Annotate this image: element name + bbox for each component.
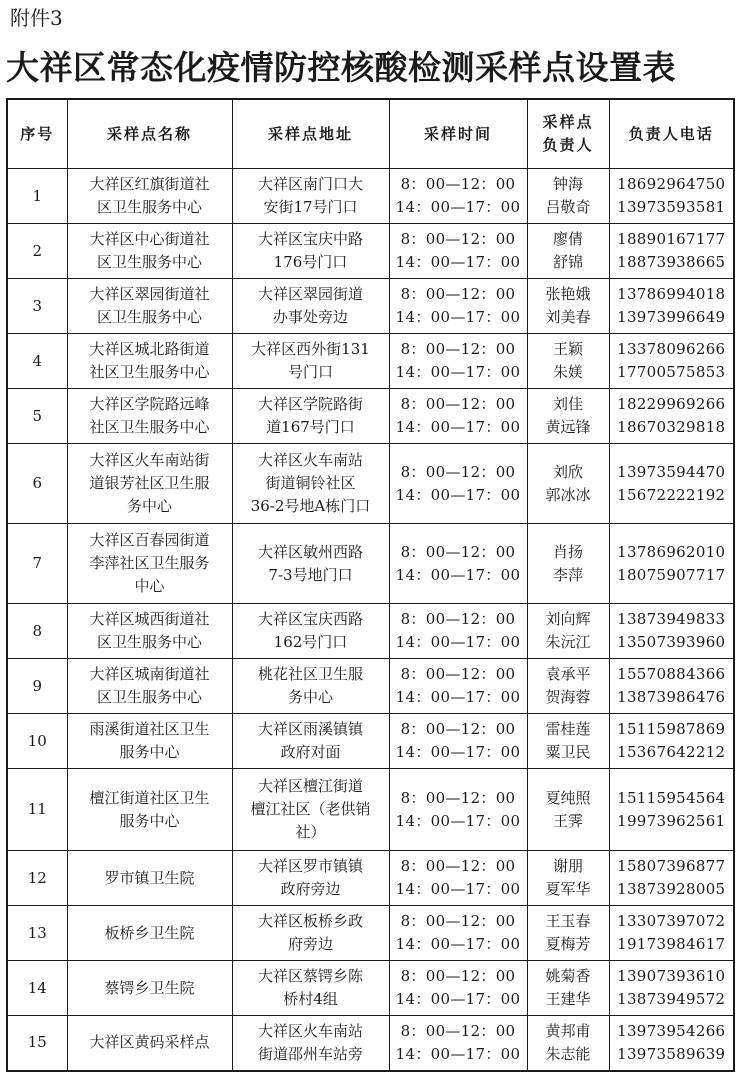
cell-site-name [67,961,232,1016]
cell-responsible-phone [609,659,734,714]
cell-sampling-time-line: 14：00—17：00 [395,811,521,830]
cell-no: 10 [7,714,67,769]
cell-responsible-person-line: 贺海蓉 [545,688,591,706]
cell-responsible-person-line: 刘向辉 [545,610,591,628]
cell-site-address-line: 政府对面 [280,743,341,761]
cell-site-address-line: 大祥区罗市镇镇 [257,857,363,875]
cell-sampling-time [389,444,527,524]
cell-responsible-person-line: 黄邦甫 [545,1021,591,1040]
cell-site-address [232,769,389,851]
cell-site-name-line: 罗市镇卫生院 [104,868,195,887]
cell-responsible-person [527,769,609,851]
cell-site-address [232,1016,389,1071]
cell-responsible-person-line: 舒锦 [552,253,583,271]
cell-sampling-time-line: 8：00—12：00 [400,857,516,875]
cell-responsible-person [527,659,609,714]
cell-responsible-person [527,169,609,224]
cell-responsible-person [527,224,609,279]
cell-responsible-person-line: 刘欣 [552,462,583,481]
cell-sampling-time-line: 8：00—12：00 [400,912,516,930]
cell-site-name-line: 板桥乡卫生院 [104,923,195,942]
cell-responsible-person [527,1016,609,1071]
cell-responsible-person-line: 王玉春 [545,912,591,930]
cell-sampling-time [389,1016,527,1071]
cell-responsible-phone-line: 18229969266 [617,395,726,413]
cell-responsible-person-line: 姚菊香 [545,967,591,985]
table-row [7,851,734,906]
cell-site-name [67,1016,232,1071]
cell-site-name-line: 大祥区中心街道社 [89,230,210,248]
cell-responsible-phone [609,714,734,769]
cell-sampling-time-line: 8：00—12：00 [400,340,516,358]
cell-sampling-time-line: 14：00—17：00 [395,565,521,584]
cell-responsible-phone [609,524,734,604]
cell-sampling-time-line: 14：00—17：00 [395,880,521,898]
cell-responsible-phone-line: 13873986476 [617,688,726,706]
header-phone: 负责人电话 [609,99,734,169]
cell-site-name [67,334,232,389]
cell-responsible-person-line: 王颖 [552,340,583,358]
cell-sampling-time-line: 8：00—12：00 [400,285,516,303]
cell-sampling-time-line: 8：00—12：00 [400,230,516,248]
cell-site-address-line: 办事处旁边 [272,308,348,326]
cell-no: 12 [7,851,67,906]
cell-responsible-phone [609,444,734,524]
cell-responsible-person-line: 刘美春 [545,308,591,326]
cell-responsible-person-line: 李萍 [552,565,583,584]
cell-responsible-phone [609,389,734,444]
header-address: 采样点地址 [232,99,389,169]
cell-site-address-line: 桥村4组 [283,990,338,1008]
cell-responsible-phone-line: 15672222192 [617,485,726,504]
cell-sampling-time-line: 14：00—17：00 [395,1044,521,1063]
cell-responsible-phone [609,224,734,279]
cell-site-address [232,169,389,224]
cell-responsible-person-line: 张艳娥 [545,285,591,303]
cell-site-name [67,769,232,851]
cell-sampling-time-line: 14：00—17：00 [395,485,521,504]
cell-sampling-time-line: 14：00—17：00 [395,688,521,706]
cell-sampling-time-line: 14：00—17：00 [395,633,521,651]
cell-site-address-line: 街道邵州车站旁 [257,1044,363,1063]
cell-sampling-time-line: 8：00—12：00 [400,462,516,481]
table-row [7,961,734,1016]
cell-sampling-time [389,961,527,1016]
cell-responsible-phone-line: 13873949833 [617,610,726,628]
table-row [7,334,734,389]
cell-responsible-phone-line: 13507393960 [617,633,726,651]
cell-responsible-person-line: 谢朋 [552,857,583,875]
cell-responsible-phone [609,334,734,389]
cell-site-name-line: 蔡锷乡卫生院 [104,978,195,997]
cell-sampling-time [389,279,527,334]
cell-site-address [232,524,389,604]
cell-sampling-time-line: 14：00—17：00 [395,990,521,1008]
cell-site-address [232,389,389,444]
cell-no: 9 [7,659,67,714]
cell-site-name-line: 务中心 [126,497,172,515]
cell-site-address-line: 道167号门口 [266,418,355,436]
cell-sampling-time [389,224,527,279]
cell-responsible-phone-line: 13307397072 [617,912,726,930]
cell-responsible-phone-line: 15115954564 [617,788,726,807]
cell-responsible-person-line: 袁承平 [545,665,591,683]
cell-responsible-phone-line: 13873928005 [617,880,726,898]
cell-site-name-line: 大祥区翠园街道社 [89,285,210,303]
table-body [7,169,734,1071]
header-person [527,99,609,169]
cell-site-name-line: 中心 [134,577,165,595]
cell-sampling-time-line: 14：00—17：00 [395,363,521,381]
cell-responsible-phone-line: 18075907717 [617,565,726,584]
cell-site-address-line: 36-2号地A栋门口 [250,497,371,515]
cell-site-address-line: 务中心 [287,688,333,706]
cell-site-address-line: 大祥区学院路街 [257,395,363,413]
cell-site-address-line: 大祥区宝庆中路 [257,230,363,248]
cell-responsible-person [527,389,609,444]
cell-sampling-time [389,334,527,389]
cell-responsible-person-line: 王建华 [545,990,591,1008]
table-row [7,169,734,224]
cell-site-address [232,906,389,961]
cell-site-name-line: 大祥区城南街道社 [89,665,210,683]
cell-site-name-line: 区卫生服务中心 [96,688,202,706]
cell-responsible-phone-line: 13873949572 [617,990,726,1008]
cell-site-name [67,224,232,279]
cell-responsible-person-line: 夏纯照 [545,788,591,807]
cell-site-address-line: 桃花社区卫生服 [257,665,363,683]
cell-site-address-line: 162号门口 [273,633,348,651]
cell-sampling-time [389,851,527,906]
cell-responsible-phone-line: 18890167177 [617,230,726,248]
cell-responsible-phone [609,961,734,1016]
cell-sampling-time [389,769,527,851]
cell-sampling-time-line: 14：00—17：00 [395,743,521,761]
attachment-label: 附件3 [10,6,63,30]
cell-responsible-phone [609,604,734,659]
cell-sampling-time-line: 8：00—12：00 [400,967,516,985]
cell-no: 7 [7,524,67,604]
cell-site-address-line: 号门口 [287,363,333,381]
cell-responsible-phone-line: 13973589639 [617,1044,726,1063]
cell-site-name-line: 区卫生服务中心 [96,633,202,651]
cell-site-address [232,444,389,524]
cell-responsible-person-line: 肖扬 [552,542,583,561]
cell-no: 13 [7,906,67,961]
cell-sampling-time-line: 14：00—17：00 [395,308,521,326]
cell-site-name [67,851,232,906]
cell-responsible-person [527,604,609,659]
cell-site-name-line: 大祥区学院路远峰 [89,395,210,413]
cell-site-address-line: 街道铜铃社区 [265,474,356,492]
cell-site-name-line: 李萍社区卫生服务 [89,554,210,572]
cell-responsible-person [527,524,609,604]
cell-responsible-phone-line: 18873938665 [617,253,726,271]
table-row [7,279,734,334]
cell-responsible-phone [609,769,734,851]
cell-site-address-line: 大祥区火车南站 [257,451,363,469]
cell-site-address-line: 大祥区火车南站 [257,1021,363,1040]
table-row [7,659,734,714]
cell-sampling-time [389,524,527,604]
cell-site-address [232,961,389,1016]
cell-responsible-person-line: 朱志能 [545,1044,591,1063]
table-row [7,769,734,851]
cell-sampling-time [389,604,527,659]
cell-site-address-line: 大祥区翠园街道 [257,285,363,303]
cell-sampling-time [389,659,527,714]
table-row [7,444,734,524]
cell-responsible-phone-line: 15807396877 [617,857,726,875]
cell-site-address-line: 檀江社区（老供销 [250,800,371,818]
cell-site-name-line: 大祥区红旗街道社 [89,175,210,193]
cell-responsible-person-line: 朱媄 [552,363,583,381]
cell-no: 11 [7,769,67,851]
cell-responsible-person-line: 刘佳 [552,395,583,413]
cell-responsible-phone-line: 13786994018 [617,285,726,303]
cell-responsible-phone [609,1016,734,1071]
cell-responsible-person [527,444,609,524]
cell-responsible-person-line: 廖倩 [552,230,583,248]
cell-sampling-time-line: 8：00—12：00 [400,395,516,413]
cell-responsible-person [527,961,609,1016]
cell-site-address [232,659,389,714]
cell-site-address-line: 社） [295,823,326,841]
cell-site-name [67,604,232,659]
document-title: 大祥区常态化疫情防控核酸检测采样点设置表 [6,48,676,87]
cell-site-name-line: 社区卫生服务中心 [89,418,210,436]
cell-responsible-phone-line: 13973996649 [617,308,726,326]
cell-responsible-phone-line: 19173984617 [617,935,726,953]
cell-responsible-person-line: 黄远锋 [545,418,591,436]
cell-responsible-phone-line: 17700575853 [617,363,726,381]
cell-site-name-line: 大祥区火车南站街 [89,451,210,469]
cell-site-name-line: 区卫生服务中心 [96,253,202,271]
cell-responsible-phone-line: 13973954266 [617,1021,726,1040]
cell-responsible-person [527,714,609,769]
cell-responsible-person-line: 吕敬奇 [545,198,591,216]
cell-site-name [67,524,232,604]
header-time: 采样时间 [389,99,527,169]
table-row [7,1016,734,1071]
cell-responsible-phone-line: 18670329818 [617,418,726,436]
cell-sampling-time-line: 8：00—12：00 [400,610,516,628]
cell-responsible-phone [609,279,734,334]
cell-site-name [67,659,232,714]
cell-site-name [67,444,232,524]
cell-responsible-person-line: 粟卫民 [545,743,591,761]
cell-no: 15 [7,1016,67,1071]
cell-site-address [232,714,389,769]
cell-sampling-time-line: 14：00—17：00 [395,253,521,271]
cell-responsible-phone-line: 18692964750 [617,175,726,193]
cell-sampling-time-line: 8：00—12：00 [400,175,516,193]
cell-site-address-line: 府旁边 [287,935,333,953]
cell-responsible-phone-line: 13907393610 [617,967,726,985]
cell-site-address-line: 7-3号地门口 [268,565,353,584]
cell-responsible-person-line: 王霁 [552,811,583,830]
cell-sampling-time-line: 8：00—12：00 [400,720,516,738]
table-row [7,224,734,279]
cell-responsible-person [527,279,609,334]
cell-site-address-line: 176号门口 [273,253,348,271]
cell-site-name-line: 大祥区百春园街道 [89,531,210,549]
cell-responsible-phone-line: 15367642212 [617,743,726,761]
table-row [7,906,734,961]
cell-site-address-line: 大祥区雨溪镇镇 [257,720,363,738]
cell-responsible-person-line: 夏梅芳 [545,935,591,953]
cell-site-name-line: 道银芳社区卫生服 [89,474,210,492]
cell-responsible-phone-line: 19973962561 [617,811,726,830]
cell-site-address-line: 大祥区西外街131 [251,340,370,358]
cell-no: 6 [7,444,67,524]
cell-site-address [232,851,389,906]
cell-responsible-person [527,334,609,389]
table-row [7,389,734,444]
cell-responsible-phone-line: 13973594470 [617,462,726,481]
cell-site-name [67,714,232,769]
cell-site-address [232,224,389,279]
cell-sampling-time [389,169,527,224]
header-no: 序号 [7,99,67,169]
header-person-line2: 负责人 [542,136,594,154]
cell-responsible-phone-line: 15115987869 [617,720,726,738]
cell-site-address-line: 大祥区檀江街道 [257,777,363,795]
cell-responsible-phone-line: 13786962010 [617,542,726,561]
cell-site-address [232,604,389,659]
cell-site-name [67,389,232,444]
cell-site-name-line: 大祥区城西街道社 [89,610,210,628]
cell-responsible-person [527,851,609,906]
cell-site-address-line: 大祥区敏州西路 [257,542,363,561]
cell-responsible-person-line: 夏军华 [545,880,591,898]
cell-responsible-phone-line: 13378096266 [617,340,726,358]
table-row [7,604,734,659]
cell-site-address [232,334,389,389]
table-row [7,524,734,604]
cell-responsible-phone [609,906,734,961]
cell-no: 14 [7,961,67,1016]
header-name: 采样点名称 [67,99,232,169]
cell-sampling-time [389,389,527,444]
cell-sampling-time [389,714,527,769]
cell-responsible-phone [609,169,734,224]
cell-site-address [232,279,389,334]
cell-site-name [67,906,232,961]
cell-site-address-line: 安街17号门口 [263,198,358,216]
cell-site-name-line: 大祥区黄码采样点 [89,1033,210,1052]
cell-responsible-person [527,906,609,961]
cell-responsible-person-line: 朱沅江 [545,633,591,651]
cell-sampling-time-line: 8：00—12：00 [400,1021,516,1040]
cell-sampling-time-line: 8：00—12：00 [400,788,516,807]
cell-site-address-line: 大祥区南门口大 [257,175,363,193]
cell-responsible-phone-line: 15570884366 [617,665,726,683]
cell-no: 1 [7,169,67,224]
cell-sampling-time [389,906,527,961]
header-person-line1: 采样点 [542,113,594,131]
cell-site-address-line: 大祥区板桥乡政 [257,912,363,930]
cell-no: 8 [7,604,67,659]
cell-no: 2 [7,224,67,279]
sampling-sites-table [6,98,735,1072]
cell-responsible-person-line: 郭冰冰 [545,485,591,504]
cell-site-name [67,279,232,334]
cell-sampling-time-line: 14：00—17：00 [395,418,521,436]
cell-responsible-person-line: 钟海 [552,175,583,193]
cell-no: 5 [7,389,67,444]
cell-sampling-time-line: 14：00—17：00 [395,935,521,953]
cell-site-name-line: 服务中心 [119,743,180,761]
cell-site-address-line: 政府旁边 [280,880,341,898]
cell-responsible-person-line: 雷桂莲 [545,720,591,738]
cell-responsible-phone-line: 13973593581 [617,198,726,216]
cell-site-name-line: 服务中心 [119,811,180,830]
cell-no: 3 [7,279,67,334]
cell-site-name-line: 大祥区城北路街道 [89,340,210,358]
cell-sampling-time-line: 8：00—12：00 [400,542,516,561]
cell-responsible-phone [609,851,734,906]
cell-no: 4 [7,334,67,389]
cell-site-name-line: 区卫生服务中心 [96,308,202,326]
cell-site-address-line: 大祥区宝庆西路 [257,610,363,628]
cell-site-name-line: 社区卫生服务中心 [89,363,210,381]
table-header-row [7,99,734,169]
table-row [7,714,734,769]
cell-site-name-line: 区卫生服务中心 [96,198,202,216]
cell-site-name-line: 雨溪街道社区卫生 [89,720,210,738]
cell-site-name-line: 檀江街道社区卫生 [89,788,210,807]
cell-site-address-line: 大祥区蔡锷乡陈 [257,967,363,985]
cell-sampling-time-line: 14：00—17：00 [395,198,521,216]
cell-site-name [67,169,232,224]
cell-sampling-time-line: 8：00—12：00 [400,665,516,683]
